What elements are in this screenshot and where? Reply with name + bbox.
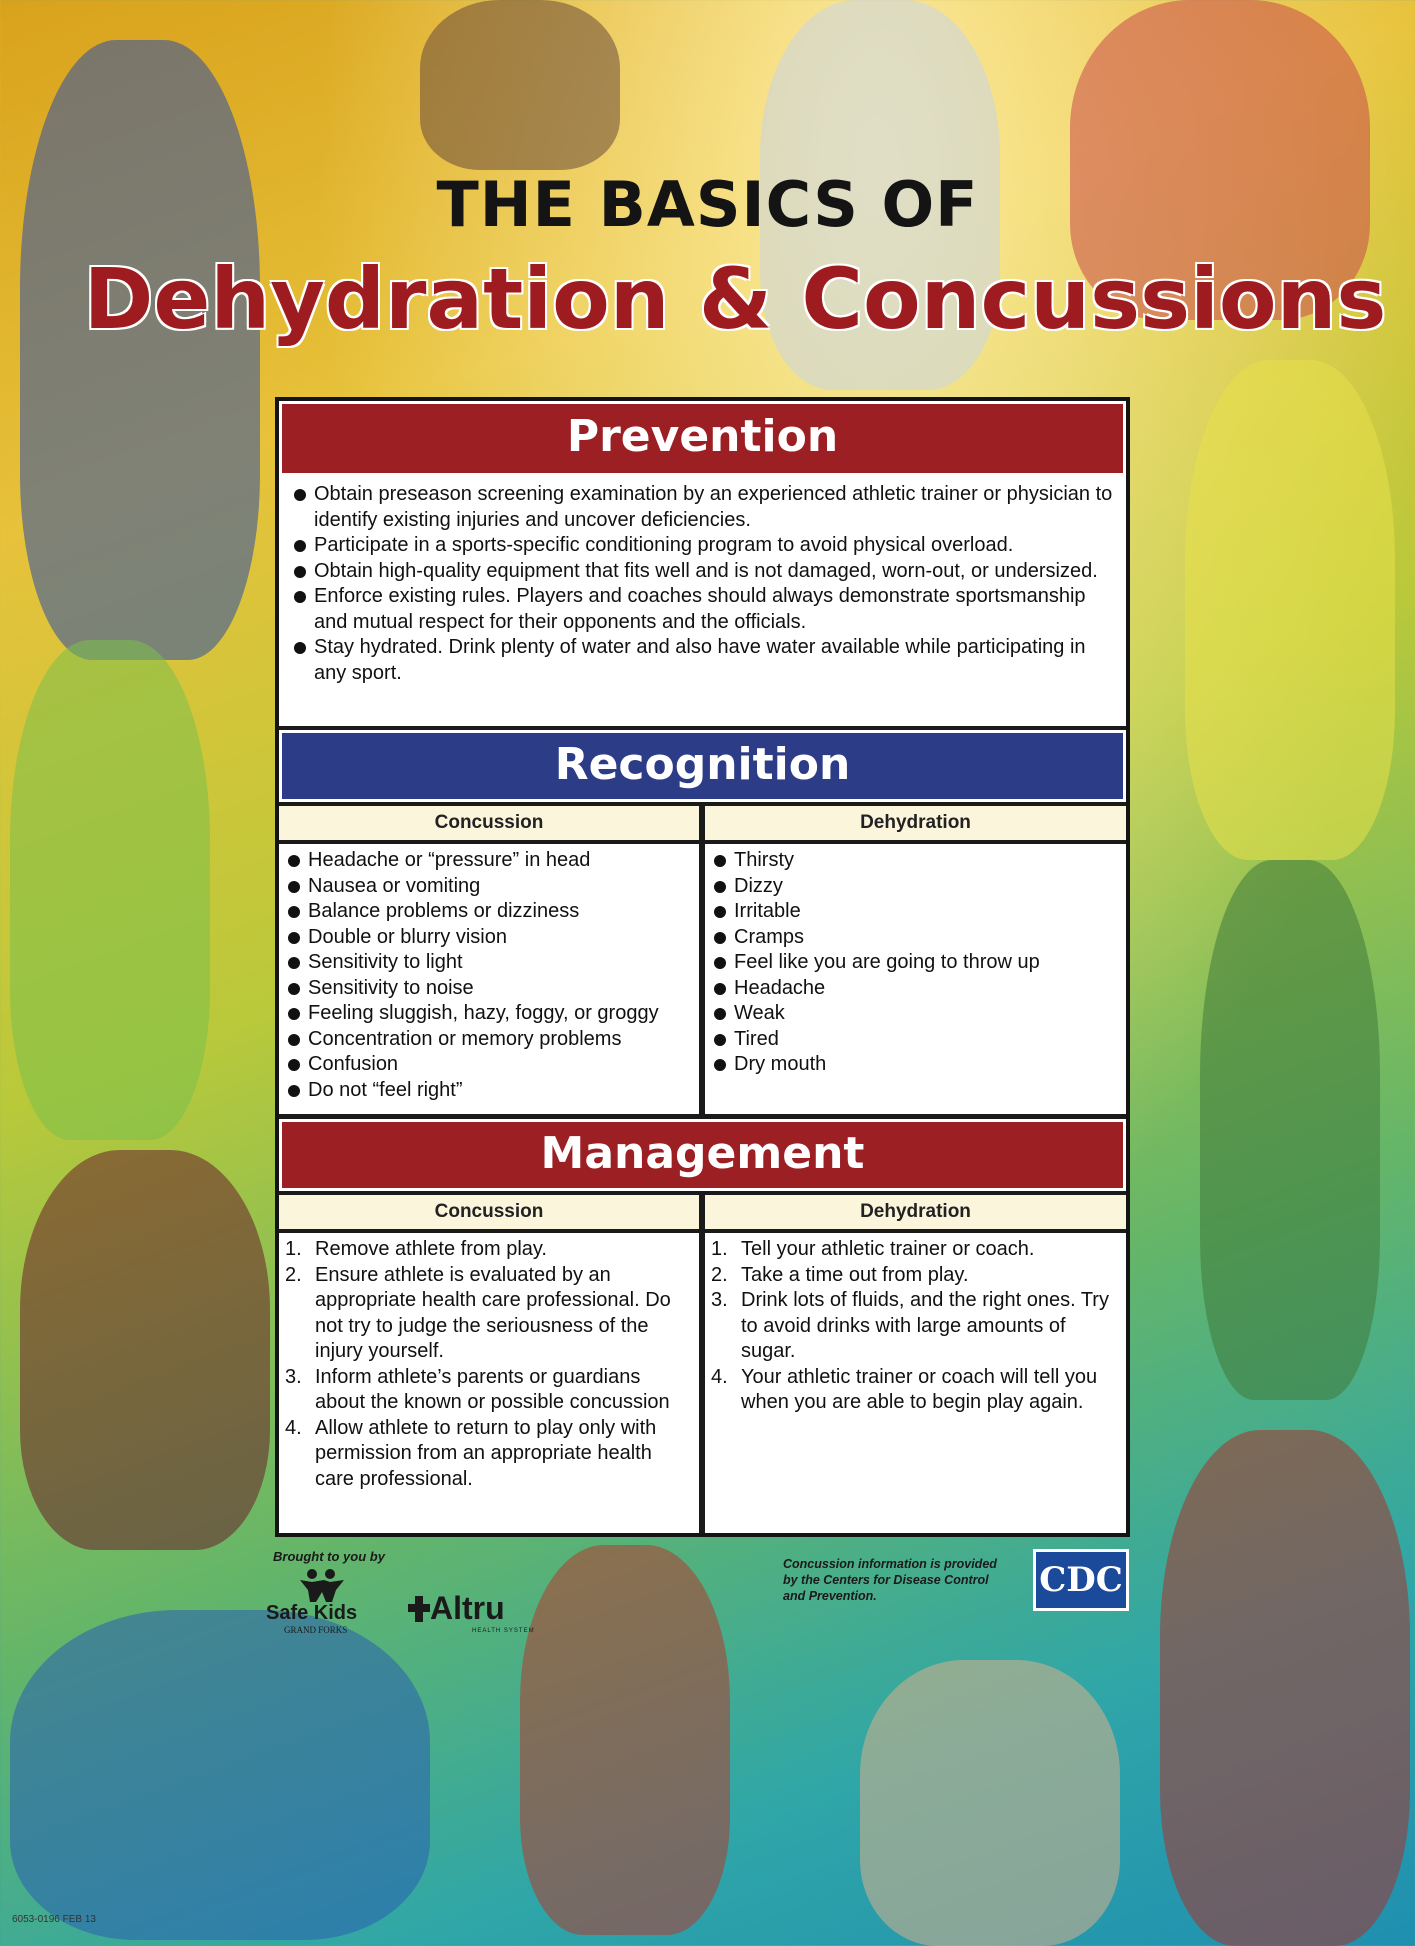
athlete-photo-baseball: [1200, 860, 1380, 1400]
recognition-dehydration-header: Dehydration: [705, 806, 1126, 840]
concussion-steps-list: [279, 1237, 693, 1492]
info-panel: [275, 397, 1130, 1537]
list-item: Double or blurry vision: [283, 925, 695, 951]
dehydration-steps-list: [705, 1237, 1120, 1416]
list-item: Dry mouth: [709, 1052, 1122, 1078]
list-item: 3. Inform athlete’s parents or guardians about the known or possible concussion: [285, 1365, 670, 1413]
list-item: Headache or “pressure” in head: [283, 848, 695, 874]
altru-subtitle: HEALTH SYSTEM: [472, 1628, 535, 1634]
recognition-heading: Recognition: [279, 730, 1126, 802]
brought-to-you-label: Brought to you by: [273, 1549, 385, 1564]
list-item: Tired: [709, 1027, 1122, 1053]
list-item: Feeling sluggish, hazy, foggy, or groggy: [283, 1001, 695, 1027]
safe-kids-name: Safe Kids: [266, 1602, 358, 1624]
athlete-photo-ball-kid: [1160, 1430, 1410, 1946]
list-item: Balance problems or dizziness: [283, 899, 695, 925]
prevention-box: [279, 476, 1126, 726]
list-item: Headache: [709, 976, 1122, 1002]
prevention-list: [289, 482, 1116, 686]
list-item: Do not “feel right”: [283, 1078, 695, 1104]
management-dehydration-box: [705, 1233, 1126, 1533]
recognition-concussion-box: [279, 844, 699, 1114]
list-item: Enforce existing rules. Players and coaches should always demonstrate sportsmanship and mutual respect for their opponents and the officials.: [289, 584, 1116, 635]
safe-kids-logo: [262, 1568, 382, 1638]
print-code: 6053-0196 FEB 13: [12, 1914, 96, 1925]
list-item: Confusion: [283, 1052, 695, 1078]
list-item: 1. Remove athlete from play.: [285, 1238, 547, 1260]
list-item: Thirsty: [709, 848, 1122, 874]
prevention-heading: Prevention: [279, 401, 1126, 476]
athlete-photo-drinking: [20, 40, 260, 660]
management-heading: Management: [279, 1119, 1126, 1191]
altru-cross-icon: [408, 1596, 430, 1622]
list-item: Stay hydrated. Drink plenty of water and also have water available while participating in any sport.: [289, 635, 1116, 686]
list-item: Sensitivity to noise: [283, 976, 695, 1002]
cdc-attribution: Concussion information is provided by the Centers for Disease Control and Prevention.: [783, 1557, 997, 1603]
cdc-logo: CDC: [1033, 1549, 1129, 1611]
altru-logo: [408, 1590, 548, 1640]
list-item: Irritable: [709, 899, 1122, 925]
list-item: 3. Drink lots of fluids, and the right ones. Try to avoid drinks with large amounts of sugar.: [711, 1289, 1109, 1362]
athlete-photo-basketball: [1185, 360, 1395, 860]
list-item: 1. Tell your athletic trainer or coach.: [711, 1238, 1035, 1260]
list-item: Participate in a sports-specific conditioning program to avoid physical overload.: [289, 533, 1116, 559]
dehydration-symptom-list: [709, 848, 1122, 1078]
athlete-photo-soccer-kid: [10, 1610, 430, 1940]
list-item: Weak: [709, 1001, 1122, 1027]
recognition-dehydration-box: [705, 844, 1126, 1114]
athlete-photo-wrestler: [520, 1545, 730, 1935]
concussion-symptom-list: [283, 848, 695, 1103]
list-item: Obtain preseason screening examination by an experienced athletic trainer or physician to identify existing injuries and uncover deficiencies.: [289, 482, 1116, 533]
athlete-photo-tennis: [10, 640, 210, 1140]
management-dehydration-header: Dehydration: [705, 1195, 1126, 1229]
poster-title-line2: Dehydration & Concussions: [83, 250, 1387, 348]
management-concussion-box: [279, 1233, 699, 1533]
athlete-photo-hurdler: [420, 0, 620, 170]
list-item: Feel like you are going to throw up: [709, 950, 1122, 976]
safe-kids-subtitle: GRAND FORKS: [284, 1625, 348, 1635]
list-item: Nausea or vomiting: [283, 874, 695, 900]
poster-title-line1: THE BASICS OF: [436, 168, 979, 241]
safe-kids-figures-icon: [292, 1568, 352, 1602]
list-item: Concentration or memory problems: [283, 1027, 695, 1053]
list-item: Sensitivity to light: [283, 950, 695, 976]
athlete-photo-drinking-man: [860, 1660, 1120, 1946]
list-item: 2. Take a time out from play.: [711, 1263, 969, 1286]
list-item: 4. Your athletic trainer or coach will tell you when you are able to begin play again.: [711, 1365, 1098, 1413]
athlete-photo-football: [20, 1150, 270, 1550]
altru-name: Altru: [430, 1590, 505, 1626]
list-item: Obtain high-quality equipment that fits well and is not damaged, worn-out, or undersized.: [289, 559, 1116, 585]
list-item: 2. Ensure athlete is evaluated by an appropriate health care professional. Do not try to judge the seriousness of the injury yourself.: [285, 1263, 671, 1362]
recognition-concussion-header: Concussion: [279, 806, 699, 840]
management-concussion-header: Concussion: [279, 1195, 699, 1229]
list-item: Dizzy: [709, 874, 1122, 900]
list-item: 4. Allow athlete to return to play only with permission from an appropriate health care professional.: [285, 1416, 657, 1490]
list-item: Cramps: [709, 925, 1122, 951]
